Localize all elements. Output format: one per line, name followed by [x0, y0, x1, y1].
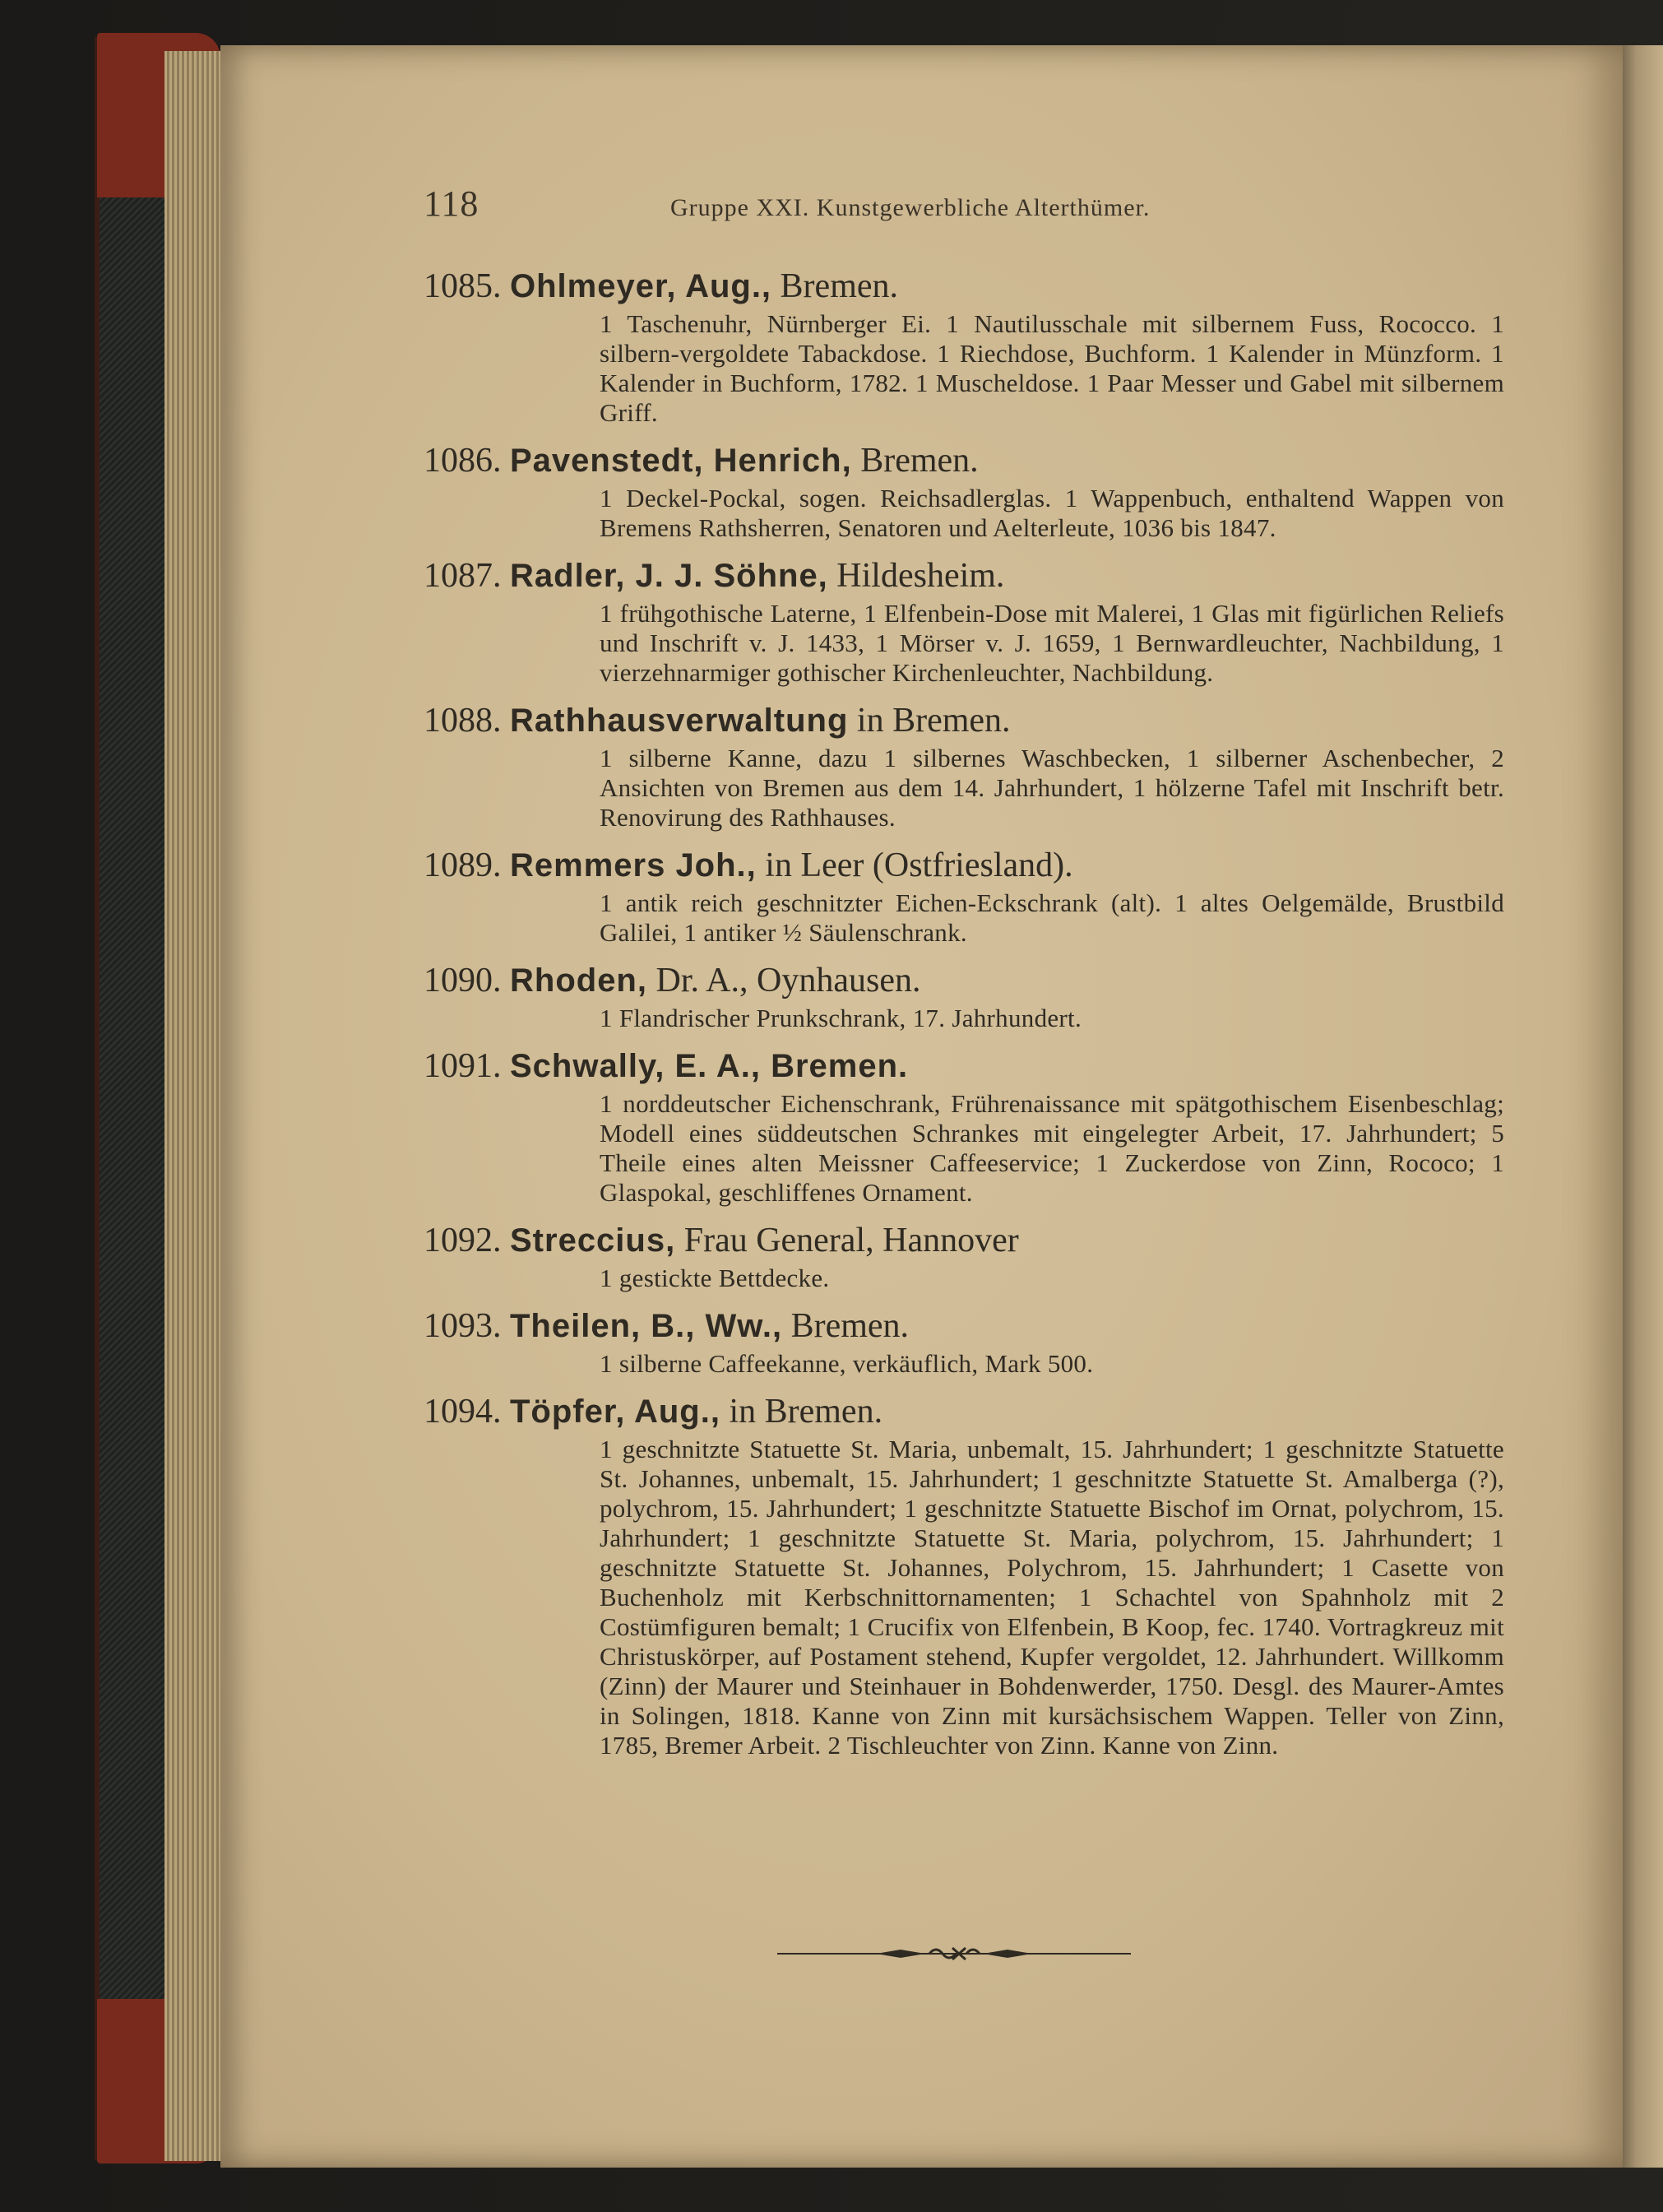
catalog-entry: [424, 263, 1504, 428]
catalog-entry: [424, 438, 1504, 543]
catalog-entry: [424, 553, 1504, 688]
running-title: Gruppe XXI. Kunstgewerbliche Alterthümer.: [670, 194, 1151, 221]
entry-description: 1 Taschenuhr, Nürnberger Ei. 1 Nautilusschale mit silbernem Fuss, Rococco. 1 silbern-vergoldete Tabackdose. 1 Riechdose, Buchform. 1 Kalender in Münzform. 1 Kalender in Buchform, 1782. 1 Muscheldose. 1 Paar Messer und Gabel mit silbernem Griff.: [600, 309, 1504, 427]
entry-heading: [424, 1303, 1493, 1349]
entry-description: 1 frühgothische Laterne, 1 Elfenbein-Dose mit Malerei, 1 Glas mit figürlichen Reliefs und Inschrift v. J. 1433, 1 Mörser v. J. 1659, 1 Bernwardleuchter, Nachbildung, 1 vierzehnarmiger gothischer Kirchenleuchter, Nachbildung.: [600, 599, 1504, 687]
entry-heading: [424, 263, 1493, 309]
entry-place: Hildesheim.: [836, 557, 1005, 595]
catalog-entry: [424, 1303, 1493, 1379]
entry-name: Theilen, B., Ww.,: [510, 1308, 783, 1344]
catalog-entries: [424, 263, 1504, 1770]
ornament-divider: [777, 1941, 1131, 1966]
entry-number: 1086.: [424, 442, 502, 480]
entry-heading: [424, 1389, 1493, 1435]
entry-name: Töpfer, Aug.,: [510, 1394, 720, 1430]
entry-number: 1089.: [424, 846, 502, 884]
entry-heading: [424, 438, 1493, 484]
entry-number: 1092.: [424, 1222, 502, 1259]
entry-number: 1093.: [424, 1307, 502, 1345]
entry-number: 1091.: [424, 1047, 502, 1085]
facing-page-edge: [1619, 45, 1663, 2168]
entry-place: Bremen.: [790, 1307, 910, 1345]
catalog-entry: [424, 698, 1504, 832]
entry-place: Bremen.: [860, 442, 979, 480]
entry-description: 1 gestickte Bettdecke.: [600, 1264, 830, 1292]
entry-number: 1087.: [424, 557, 502, 595]
entry-number: 1088.: [424, 702, 502, 740]
page-number: 118: [424, 183, 479, 224]
page-header: [424, 183, 1246, 232]
entry-description: 1 silberne Kanne, dazu 1 silbernes Waschbecken, 1 silberner Aschenbecher, 2 Ansichten von Bremen aus dem 14. Jahrhundert, 1 hölzerne Tafel mit Inschrift betr. Renovirung des Rathhauses.: [600, 744, 1504, 832]
catalog-entry: [424, 958, 1493, 1033]
entry-heading: [424, 842, 1493, 888]
entry-heading: [424, 698, 1493, 744]
entry-description: 1 antik reich geschnitzter Eichen-Eckschrank (alt). 1 altes Oelgemälde, Brustbild Galilei, 1 antiker ½ Säulenschrank.: [600, 888, 1504, 947]
catalog-entry: [424, 842, 1504, 948]
entry-place: Bremen.: [780, 267, 898, 305]
entry-heading: [424, 958, 1493, 1004]
entry-description: 1 norddeutscher Eichenschrank, Frührenaissance mit spätgothischem Eisenbeschlag; Modell eines süddeutschen Schrankes mit eingelegter Arbeit, 17. Jahrhundert; 5 Theile eines alten Meissner Caffeeservice; 1 Zuckerdose von Zinn, Rococo; 1 Glaspokal, geschliffenes Ornament.: [600, 1089, 1504, 1207]
entry-number: 1094.: [424, 1393, 502, 1431]
entry-place: in Bremen.: [729, 1393, 883, 1431]
catalog-entry: [424, 1217, 1493, 1293]
entry-place: in Bremen.: [856, 702, 1011, 740]
entry-heading: [424, 1217, 1493, 1264]
entry-number: 1085.: [424, 267, 502, 305]
entry-name: Streccius,: [510, 1222, 676, 1259]
entry-description: 1 geschnitzte Statuette St. Maria, unbemalt, 15. Jahrhundert; 1 geschnitzte Statuette St. Johannes, unbemalt, 15. Jahrhundert; 1 geschnitzte Statuette St. Amalberga (?), polychrom, 15. Jahrhundert; 1 geschnitzte Statuette Bischof im Ornat, polychrom, 15. Jahrhundert; 1 geschnitzte Statuette St. Maria, polychrom, 15. Jahrhundert; 1 geschnitzte Statuette St. Johannes, Polychrom, 15. Jahrhundert; 1 Casette von Buchenholz mit Kerbschnittornamenten; 1 Schachtel von Spahnholz mit 2 Costümfiguren bemalt; 1 Crucifix von Elfenbein, B Koop, fec. 1740. Vortragkreuz mit Christuskörper, auf Postament stehend, Kupfer vergoldet, 12. Jahrhundert. Willkomm (Zinn) der Maurer und Steinhauer in Bohdenwerder, 1750. Desgl. des Maurer-Amtes in Solingen, 1818. Kanne von Zinn mit kursächsischem Wappen. Teller von Zinn, 1785, Bremer Arbeit. 2 Tischleuchter von Zinn. Kanne von Zinn.: [600, 1435, 1504, 1760]
entry-name: Rhoden,: [510, 962, 647, 999]
entry-name: Radler, J. J. Söhne,: [510, 558, 828, 594]
entry-place: Frau General, Hannover: [683, 1222, 1019, 1259]
entry-name: Pavenstedt, Henrich,: [510, 443, 852, 479]
entry-heading: [424, 553, 1493, 599]
entry-name: Ohlmeyer, Aug.,: [510, 268, 772, 304]
entry-place: Dr. A., Oynhausen.: [655, 962, 921, 999]
entry-heading: [424, 1043, 1493, 1089]
entry-number: 1090.: [424, 962, 502, 999]
catalog-entry: [424, 1389, 1504, 1760]
entry-name: Schwally, E. A., Bremen.: [510, 1048, 909, 1084]
entry-description: 1 silberne Caffeekanne, verkäuflich, Mark 500.: [600, 1349, 1094, 1378]
page-edges: [164, 51, 222, 2161]
entry-description: 1 Deckel-Pockal, sogen. Reichsadlerglas. 1 Wappenbuch, enthaltend Wappen von Bremens Rathsherren, Senatoren und Aelterleute, 1036 bis 1847.: [600, 484, 1504, 542]
entry-place: in Leer (Ostfriesland).: [765, 846, 1073, 884]
entry-name: Rathhausverwaltung: [510, 703, 849, 739]
catalog-entry: [424, 1043, 1504, 1208]
entry-description: 1 Flandrischer Prunkschrank, 17. Jahrhundert.: [600, 1004, 1082, 1032]
entry-name: Remmers Joh.,: [510, 847, 757, 883]
